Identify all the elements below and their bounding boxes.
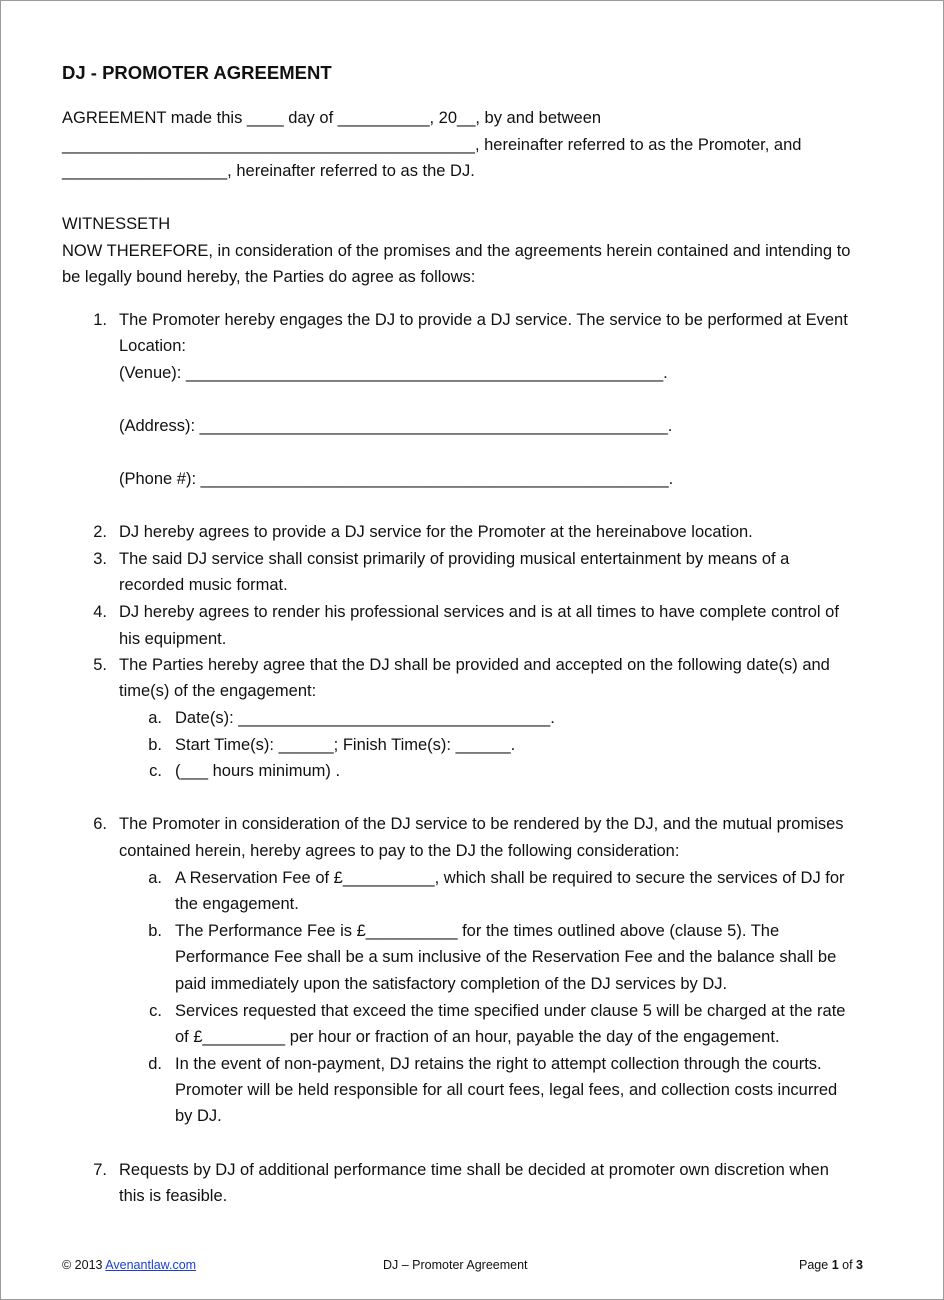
clause-5-line: time(s) of the engagement: (119, 682, 317, 700)
hours-minimum-field: (___ hours minimum) . (175, 762, 341, 780)
page-label: Page (799, 1258, 829, 1272)
clause-4-line: his equipment. (119, 630, 227, 648)
intro-line: AGREEMENT made this ____ day of __________, 20__, by and between (62, 109, 602, 127)
non-payment-line: Promoter will be held responsible for all court fees, legal fees, and collection costs incurred (175, 1081, 838, 1099)
address-field: (Address): ___________________________________________________. (119, 417, 673, 435)
subclause-letter: c. (149, 1002, 162, 1020)
performance-fee-line: The Performance Fee is £__________ for the times outlined above (clause 5). The (175, 922, 780, 940)
reservation-fee-line: A Reservation Fee of £__________, which shall be required to secure the services of DJ for (175, 869, 845, 887)
clause-number: 3. (93, 550, 107, 568)
clause-6-line: contained herein, hereby agrees to pay to the DJ the following consideration: (119, 842, 680, 860)
phone-field: (Phone #): ___________________________________________________. (119, 470, 674, 488)
subclause-letter: b. (148, 922, 162, 940)
non-payment-line: by DJ. (175, 1107, 222, 1125)
copyright-text: © 2013 (62, 1258, 103, 1272)
clause-number: 7. (93, 1161, 107, 1179)
footer-document-name: DJ – Promoter Agreement (383, 1258, 528, 1272)
clause-3-line: recorded music format. (119, 576, 288, 594)
clause-4-line: DJ hereby agrees to render his professional services and is at all times to have complete control of (119, 603, 839, 621)
reservation-fee-line: the engagement. (175, 895, 299, 913)
clause-5-line: The Parties hereby agree that the DJ shall be provided and accepted on the following date(s) and (119, 656, 830, 674)
clause-2-line: DJ hereby agrees to provide a DJ service for the Promoter at the hereinabove location. (119, 523, 753, 541)
page-indicator (799, 1258, 863, 1272)
clause-number: 6. (93, 815, 107, 833)
witnesseth-heading: WITNESSETH (62, 215, 171, 233)
website-link[interactable]: Avenantlaw.com (105, 1258, 197, 1272)
current-page: 1 (831, 1258, 839, 1272)
intro-line: __________________, hereinafter referred to as the DJ. (62, 162, 475, 180)
total-pages: 3 (856, 1258, 863, 1272)
of-label: of (842, 1258, 853, 1272)
clause-1-line: The Promoter hereby engages the DJ to provide a DJ service. The service to be performed at Event (119, 311, 848, 329)
clause-6-line: The Promoter in consideration of the DJ service to be rendered by the DJ, and the mutual promises (119, 815, 844, 833)
clause-3-line: The said DJ service shall consist primarily of providing musical entertainment by means of a (119, 550, 790, 568)
venue-field: (Venue): ____________________________________________________. (119, 364, 668, 382)
clause-number: 4. (93, 603, 107, 621)
document-title: DJ - PROMOTER AGREEMENT (62, 62, 332, 83)
subclause-letter: d. (148, 1055, 162, 1073)
footer-copyright (62, 1258, 196, 1272)
clause-7-line: this is feasible. (119, 1187, 228, 1205)
performance-fee-line: Performance Fee shall be a sum inclusive of the Reservation Fee and the balance shall be (175, 948, 837, 966)
recital-line: be legally bound hereby, the Parties do agree as follows: (62, 268, 476, 286)
subclause-letter: b. (148, 736, 162, 754)
performance-fee-line: paid immediately upon the satisfactory completion of the DJ services by DJ. (175, 975, 728, 993)
subclause-letter: c. (149, 762, 162, 780)
clause-number: 2. (93, 523, 107, 541)
clause-number: 1. (93, 311, 107, 329)
clause-number: 5. (93, 656, 107, 674)
overtime-rate-line: of £_________ per hour or fraction of an hour, payable the day of the engagement. (175, 1028, 780, 1046)
intro-line: _____________________________________________, hereinafter referred to as the Promoter, and (62, 136, 802, 154)
clause-7-line: Requests by DJ of additional performance time shall be decided at promoter own discretion when (119, 1161, 829, 1179)
clause-1-line: Location: (119, 337, 186, 355)
subclause-letter: a. (148, 709, 162, 727)
overtime-rate-line: Services requested that exceed the time specified under clause 5 will be charged at the rate (175, 1002, 846, 1020)
dates-field: Date(s): __________________________________. (175, 709, 555, 727)
recital-line: NOW THEREFORE, in consideration of the promises and the agreements herein contained and intending to (62, 242, 851, 260)
non-payment-line: In the event of non-payment, DJ retains the right to attempt collection through the courts. (175, 1055, 822, 1073)
subclause-letter: a. (148, 869, 162, 887)
times-field: Start Time(s): ______; Finish Time(s): ______. (175, 736, 516, 754)
